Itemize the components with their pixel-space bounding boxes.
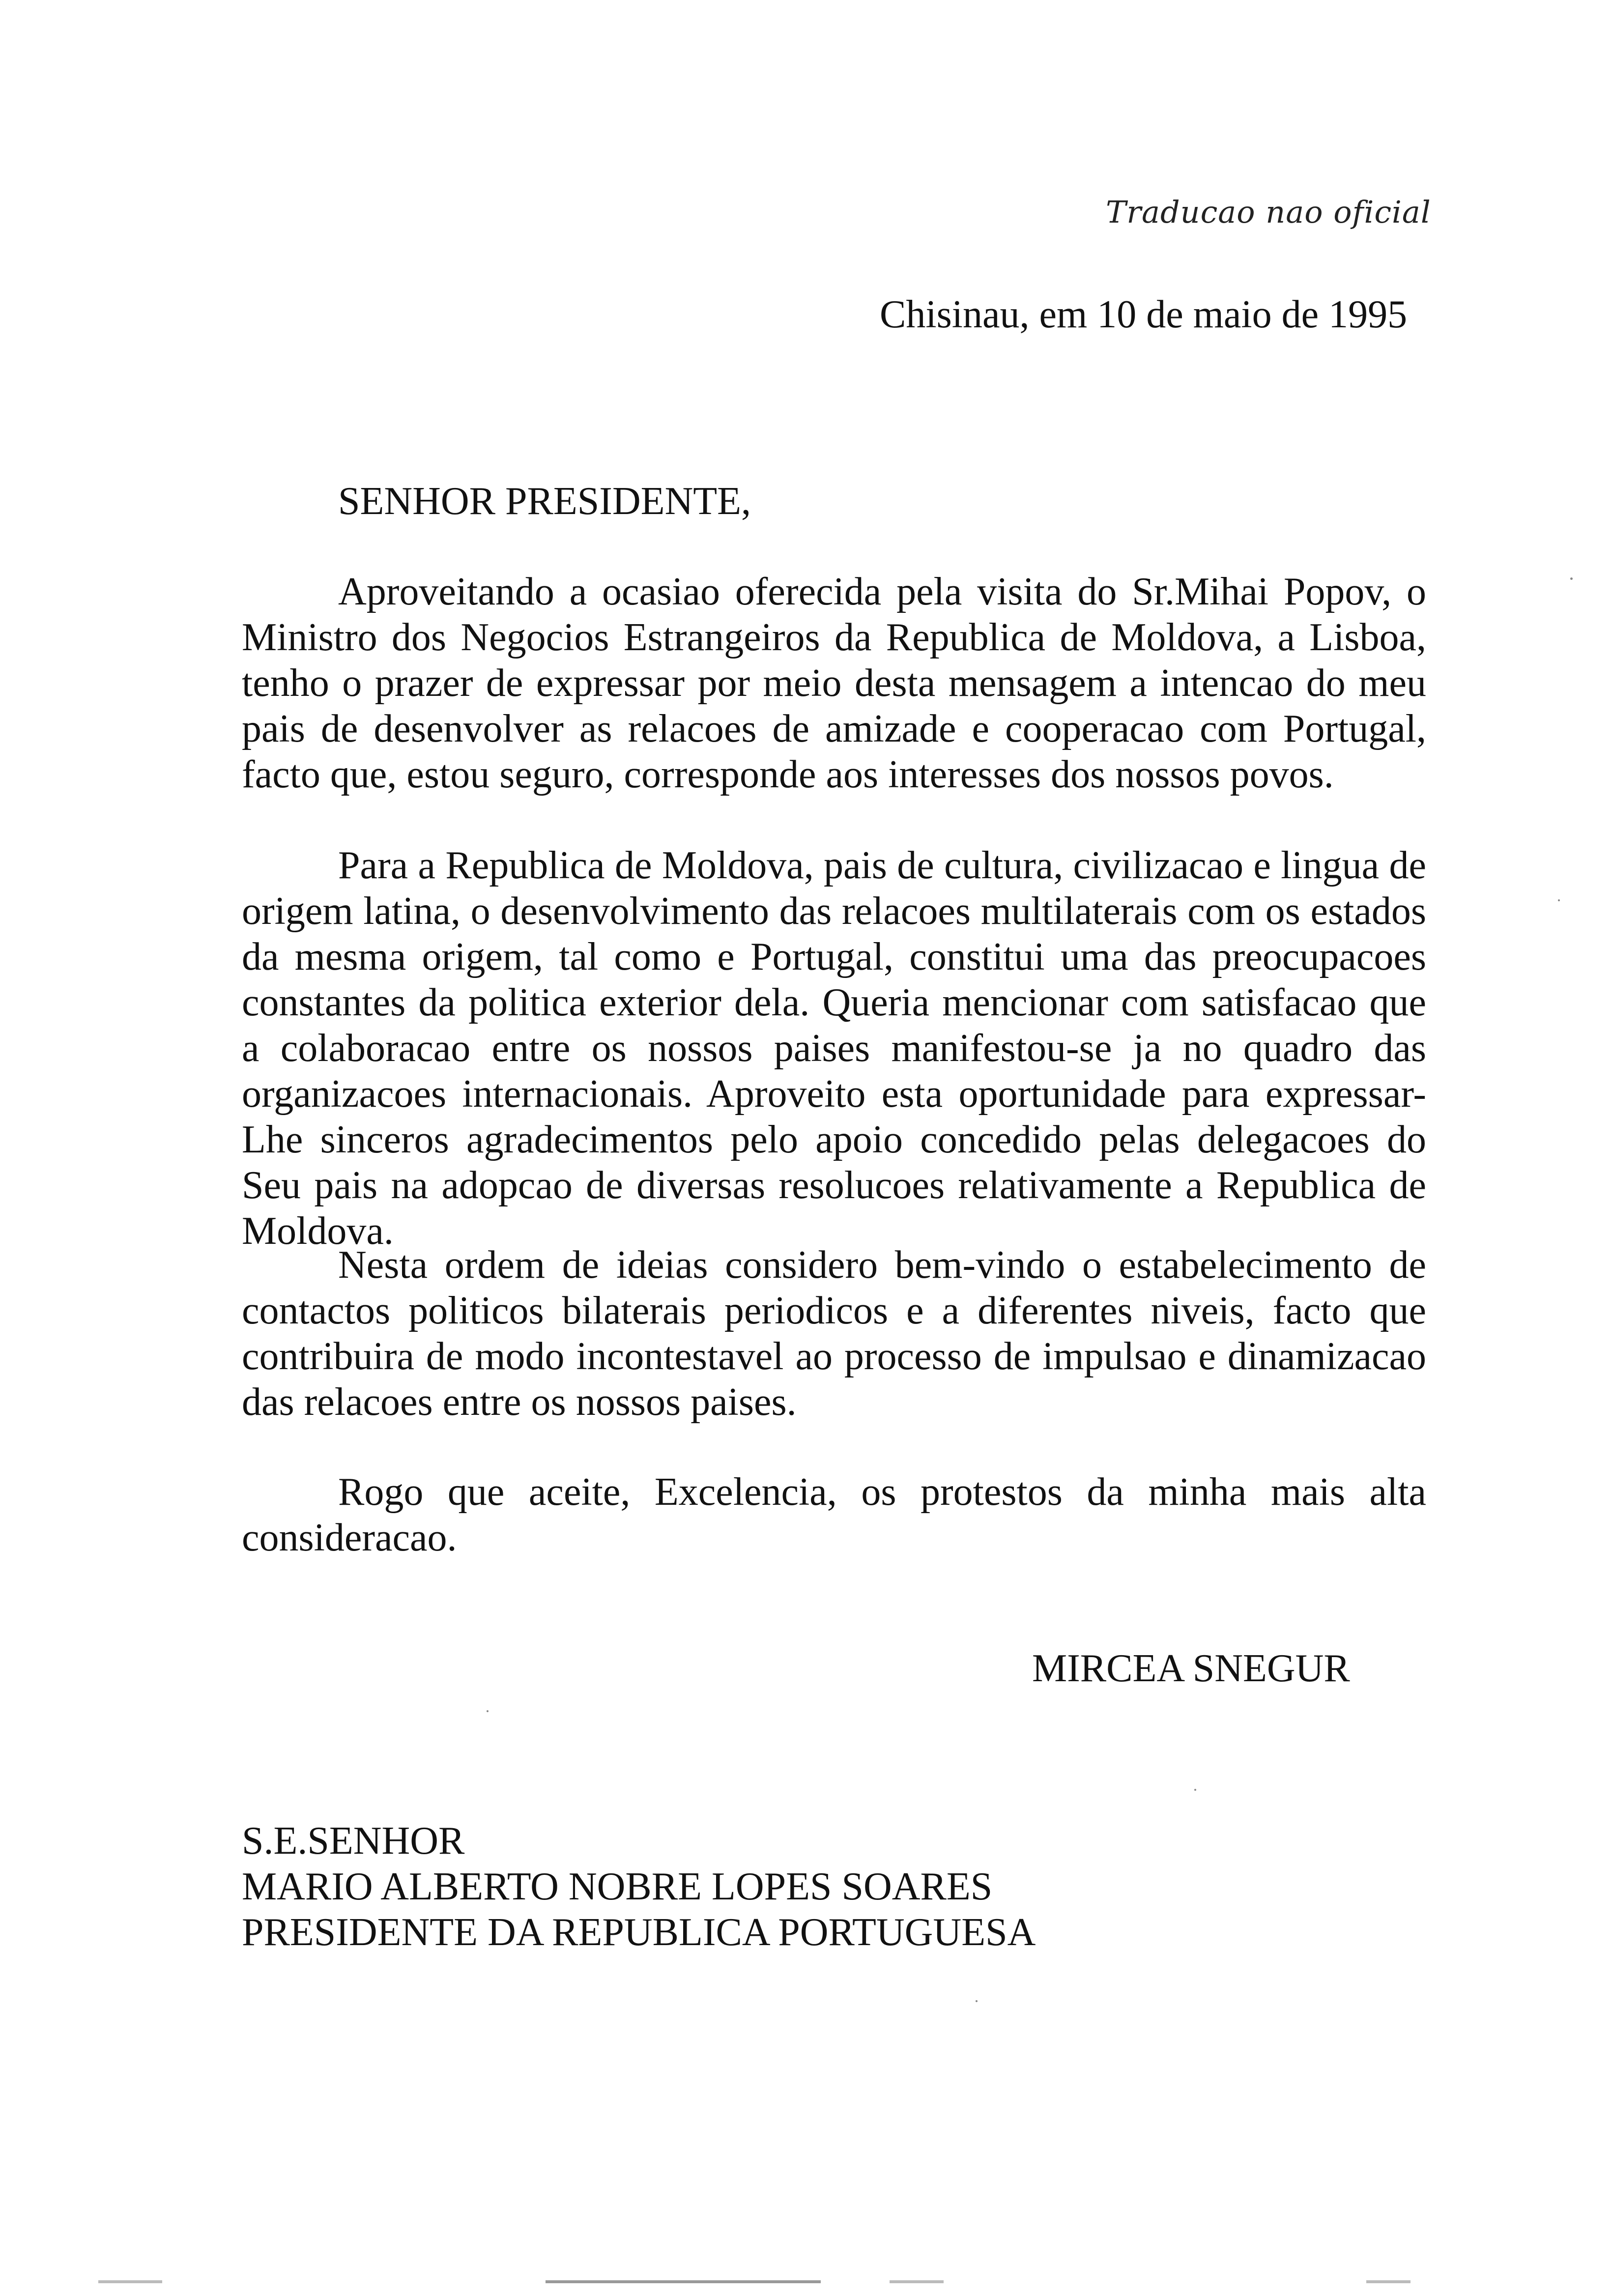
paragraph-1: Aproveitando a ocasiao oferecida pela visita do Sr.Mihai Popov, o Ministro dos Negocios Estrangeiros da Republica de Moldova, a Lisboa, tenho o prazer de expressar por meio desta mensagem a intencao do meu pais de desenvolver as relacoes de amizade e cooperacao com Portugal, facto que, estou seguro, corresponde aos interesses dos nossos povos. [242,570,1426,796]
scan-edge-line [98,2280,162,2283]
addressee-block [242,1818,1036,1955]
scan-speck [1570,577,1573,580]
paragraph-4: Rogo que aceite, Excelencia, os protestos da minha mais alta consideracao. [242,1470,1426,1559]
signature-name: MIRCEA SNEGUR [1032,1647,1350,1690]
addressee-line-3: PRESIDENTE DA REPUBLICA PORTUGUESA [242,1911,1036,1954]
scan-speck [1558,899,1560,901]
paragraph-2: Para a Republica de Moldova, pais de cultura, civilizacao e lingua de origem latina, o desenvolvimento das relacoes multilaterais com os estados da mesma origem, tal como e Portugal, constitui uma das preocupacoes constantes da politica exterior dela. Queria mencionar com satisfacao que a colaboracao entre os nossos paises manifestou-se ja no quadro das organizacoes internacionais. Aproveito esta oportunidade para expressar-Lhe sinceros agradecimentos pelo apoio concedido pelas delegacoes do Seu pais na adopcao de diversas resolucoes relativamente a Republica de Moldova. [242,844,1426,1253]
scan-speck [1194,1789,1196,1791]
addressee-line-1: S.E.SENHOR [242,1819,465,1863]
scan-speck [487,1710,489,1712]
scan-edge-line [546,2280,821,2283]
scan-edge-line [890,2280,944,2283]
translation-note: Traducao nao oficial [1106,194,1431,230]
scan-speck [976,2000,978,2002]
scan-edge-line [1366,2280,1410,2283]
addressee-line-2: MARIO ALBERTO NOBRE LOPES SOARES [242,1865,993,1908]
salutation: SENHOR PRESIDENTE, [338,480,751,523]
paragraph-3: Nesta ordem de ideias considero bem-vindo o estabelecimento de contactos politicos bilaterais periodicos e a diferentes niveis, facto que contribuira de modo incontestavel ao processo de impulsao e dinamizacao das relacoes entre os nossos paises. [242,1243,1426,1424]
dateline: Chisinau, em 10 de maio de 1995 [880,293,1408,336]
